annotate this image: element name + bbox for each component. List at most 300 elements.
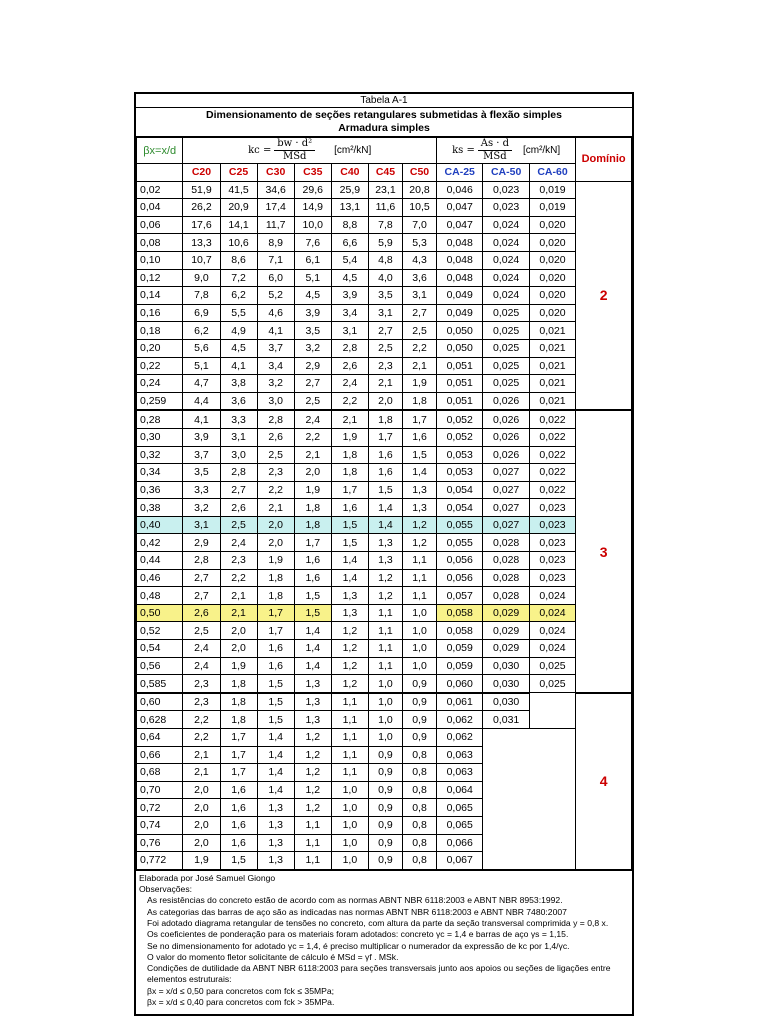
beta-cell: 0,54 (137, 640, 183, 658)
kc-cell: 1,7 (294, 534, 331, 552)
kc-formula (183, 138, 437, 164)
kc-cell: 1,0 (402, 657, 436, 675)
kc-cell: 41,5 (220, 181, 257, 199)
kc-cell: 2,3 (368, 357, 402, 375)
beta-cell: 0,34 (137, 464, 183, 482)
ks-cell: 0,026 (483, 392, 529, 410)
ks-cell: 0,049 (437, 287, 483, 305)
kc-cell: 2,5 (402, 322, 436, 340)
kc-fraction (274, 138, 315, 163)
kc-cell: 5,1 (183, 357, 220, 375)
kc-cell: 1,6 (294, 552, 331, 570)
kc-cell: 1,8 (294, 499, 331, 517)
kc-cell: 1,6 (402, 428, 436, 446)
kc-cell: 0,9 (368, 816, 402, 834)
table-row (137, 604, 632, 622)
kc-cell: 1,1 (402, 569, 436, 587)
kc-cell: 1,3 (402, 481, 436, 499)
kc-cell: 2,0 (257, 534, 294, 552)
domain-label: 2 (576, 181, 632, 410)
kc-cell: 1,5 (257, 693, 294, 711)
ks-cell: 0,023 (483, 199, 529, 217)
kc-cell: 0,9 (368, 799, 402, 817)
domain-label: 3 (576, 410, 632, 693)
kc-cell: 1,7 (220, 746, 257, 764)
kc-cell: 1,2 (368, 569, 402, 587)
note-item: As categorias das barras de aço são as indicadas nas normas ABNT NBR 6118:2003 e ABNT NBR 7480:2007 (147, 906, 567, 917)
ks-cell: 0,024 (483, 269, 529, 287)
table-row (137, 834, 632, 852)
kc-cell: 2,7 (183, 569, 220, 587)
ks-cell: 0,054 (437, 481, 483, 499)
kc-cell: 2,1 (368, 375, 402, 393)
ks-cell: 0,051 (437, 357, 483, 375)
note-item: O valor do momento fletor solicitante de cálculo é MSd = γf . MSk. (147, 951, 399, 962)
table-row (137, 675, 632, 693)
table-row (137, 234, 632, 252)
kc-cell: 1,0 (331, 816, 368, 834)
kc-denominator: MSd (282, 151, 307, 162)
ks-cell: 0,021 (529, 392, 575, 410)
kc-cell: 1,5 (294, 604, 331, 622)
kc-cell: 4,7 (183, 375, 220, 393)
ks-cell: 0,031 (483, 711, 529, 729)
ks-cell: 0,019 (529, 199, 575, 217)
kc-cell: 8,8 (331, 216, 368, 234)
kc-numerator: bw · d² (274, 138, 315, 151)
kc-cell: 2,8 (257, 410, 294, 428)
table-row (137, 622, 632, 640)
kc-cell: 13,3 (183, 234, 220, 252)
table-row (137, 499, 632, 517)
beta-cell: 0,14 (137, 287, 183, 305)
beta-cell: 0,02 (137, 181, 183, 199)
ks-cell: 0,065 (437, 799, 483, 817)
concrete-class: C25 (220, 164, 257, 182)
note-item: Condições de dutilidade da ABNT NBR 6118:2003 para seções transversais junto aos apoios ou seções de ligações entre elementos estruturais: (147, 963, 611, 985)
kc-cell: 1,6 (220, 816, 257, 834)
kc-cell: 5,3 (402, 234, 436, 252)
kc-cell: 1,7 (257, 604, 294, 622)
kc-cell: 1,4 (257, 729, 294, 747)
note-item: As resistências do concreto estão de acordo com as normas ABNT NBR 6118:2003 e ABNT NBR 8953:1992. (147, 895, 563, 906)
ks-cell: 0,064 (437, 781, 483, 799)
kc-cell: 7,0 (402, 216, 436, 234)
table-row (137, 587, 632, 605)
table-row (137, 322, 632, 340)
empty-cell (483, 746, 529, 764)
table-row (137, 287, 632, 305)
ks-denominator: MSd (483, 151, 507, 162)
kc-cell: 1,8 (257, 587, 294, 605)
kc-cell: 6,0 (257, 269, 294, 287)
class-row (137, 164, 632, 182)
kc-cell: 3,7 (257, 339, 294, 357)
kc-cell: 3,0 (220, 446, 257, 464)
kc-cell: 1,9 (220, 657, 257, 675)
ks-cell: 0,023 (529, 552, 575, 570)
kc-cell: 4,1 (220, 357, 257, 375)
kc-cell: 1,9 (402, 375, 436, 393)
ks-cell: 0,026 (483, 446, 529, 464)
kc-cell: 2,5 (257, 446, 294, 464)
table-row (137, 357, 632, 375)
table-row (137, 199, 632, 217)
ks-cell: 0,027 (483, 516, 529, 534)
kc-cell: 4,4 (183, 392, 220, 410)
kc-cell: 1,8 (220, 711, 257, 729)
kc-cell: 1,3 (257, 834, 294, 852)
empty-cell (529, 799, 575, 817)
kc-cell: 2,6 (220, 499, 257, 517)
kc-cell: 2,8 (183, 552, 220, 570)
kc-cell: 2,6 (331, 357, 368, 375)
kc-cell: 0,9 (368, 852, 402, 870)
kc-cell: 1,6 (220, 834, 257, 852)
ks-cell: 0,050 (437, 322, 483, 340)
beta-cell: 0,16 (137, 304, 183, 322)
heading-line-2: Armadura simples (338, 122, 430, 134)
steel-class: CA-60 (529, 164, 575, 182)
kc-cell: 1,1 (331, 693, 368, 711)
kc-cell: 2,1 (220, 604, 257, 622)
kc-cell: 1,4 (402, 464, 436, 482)
kc-cell: 2,7 (220, 481, 257, 499)
ks-cell: 0,055 (437, 516, 483, 534)
kc-cell: 1,7 (220, 729, 257, 747)
kc-cell: 1,0 (402, 622, 436, 640)
kc-cell: 1,0 (368, 729, 402, 747)
kc-cell: 1,4 (294, 640, 331, 658)
kc-cell: 2,6 (183, 604, 220, 622)
ks-cell: 0,028 (483, 552, 529, 570)
kc-cell: 1,1 (368, 640, 402, 658)
table-row (137, 781, 632, 799)
kc-cell: 0,9 (368, 781, 402, 799)
kc-cell: 1,4 (368, 499, 402, 517)
kc-cell: 7,2 (220, 269, 257, 287)
kc-unit: [cm²/kN] (334, 144, 372, 156)
ks-cell: 0,022 (529, 481, 575, 499)
beta-cell: 0,48 (137, 587, 183, 605)
table-row (137, 729, 632, 747)
kc-cell: 1,0 (402, 640, 436, 658)
ks-cell: 0,052 (437, 410, 483, 428)
kc-cell: 1,3 (257, 816, 294, 834)
ks-cell: 0,025 (483, 339, 529, 357)
ks-cell: 0,029 (483, 622, 529, 640)
kc-cell: 1,4 (257, 764, 294, 782)
ks-cell: 0,025 (529, 657, 575, 675)
ks-cell: 0,020 (529, 216, 575, 234)
kc-cell: 2,5 (220, 516, 257, 534)
kc-cell: 0,9 (402, 675, 436, 693)
ks-numerator: As · d (478, 138, 512, 151)
ks-cell: 0,024 (529, 604, 575, 622)
author-line: Elaborada por José Samuel Giongo (139, 872, 276, 883)
kc-cell: 3,6 (220, 392, 257, 410)
table-row (137, 516, 632, 534)
table-row (137, 799, 632, 817)
kc-cell: 7,1 (257, 251, 294, 269)
kc-cell: 3,6 (402, 269, 436, 287)
table-row (137, 552, 632, 570)
empty-cell (529, 729, 575, 747)
concrete-class: C45 (368, 164, 402, 182)
ks-cell: 0,059 (437, 657, 483, 675)
ks-cell: 0,022 (529, 428, 575, 446)
ks-lhs: ks = (452, 145, 475, 157)
kc-cell: 1,3 (294, 711, 331, 729)
kc-cell: 2,2 (257, 481, 294, 499)
ks-cell: 0,020 (529, 304, 575, 322)
ks-cell: 0,051 (437, 392, 483, 410)
table-row (137, 181, 632, 199)
kc-cell: 3,2 (294, 339, 331, 357)
beta-cell: 0,36 (137, 481, 183, 499)
kc-cell: 7,6 (294, 234, 331, 252)
kc-cell: 1,2 (331, 657, 368, 675)
ks-cell: 0,027 (483, 481, 529, 499)
steel-class: CA-50 (483, 164, 529, 182)
kc-cell: 7,8 (368, 216, 402, 234)
kc-cell: 1,7 (220, 764, 257, 782)
kc-cell: 2,0 (183, 799, 220, 817)
note-item: Se no dimensionamento for adotado γc = 1,4, é preciso multiplicar o numerador da expressão de kc por 1,4/γc. (147, 940, 570, 951)
kc-cell: 1,6 (368, 464, 402, 482)
kc-cell: 34,6 (257, 181, 294, 199)
kc-cell: 1,9 (257, 552, 294, 570)
table-row (137, 375, 632, 393)
kc-cell: 4,1 (183, 410, 220, 428)
empty-cell (483, 816, 529, 834)
concrete-class: C20 (183, 164, 220, 182)
kc-cell: 1,6 (368, 446, 402, 464)
kc-cell: 2,0 (220, 622, 257, 640)
beta-cell: 0,20 (137, 339, 183, 357)
ks-cell: 0,048 (437, 251, 483, 269)
kc-cell: 2,8 (331, 339, 368, 357)
ks-cell: 0,047 (437, 216, 483, 234)
kc-cell: 1,5 (368, 481, 402, 499)
kc-cell: 1,5 (331, 534, 368, 552)
kc-cell: 2,1 (183, 764, 220, 782)
table-row (137, 657, 632, 675)
beta-cell: 0,70 (137, 781, 183, 799)
kc-cell: 3,1 (402, 287, 436, 305)
kc-cell: 9,0 (183, 269, 220, 287)
kc-cell: 20,9 (220, 199, 257, 217)
beta-cell: 0,30 (137, 428, 183, 446)
kc-cell: 1,2 (294, 781, 331, 799)
kc-cell: 1,3 (257, 799, 294, 817)
kc-cell: 0,9 (402, 693, 436, 711)
ks-cell: 0,051 (437, 375, 483, 393)
kc-cell: 1,2 (331, 622, 368, 640)
kc-cell: 0,8 (402, 764, 436, 782)
empty-cell (529, 834, 575, 852)
heading-line-1: Dimensionamento de seções retangulares submetidas à flexão simples (206, 109, 562, 121)
kc-cell: 2,4 (183, 657, 220, 675)
beta-cell: 0,68 (137, 764, 183, 782)
kc-cell: 2,4 (183, 640, 220, 658)
ks-cell: 0,025 (483, 304, 529, 322)
kc-cell: 8,9 (257, 234, 294, 252)
kc-cell: 2,2 (183, 729, 220, 747)
kc-cell: 10,5 (402, 199, 436, 217)
kc-cell: 4,5 (294, 287, 331, 305)
table-row (137, 816, 632, 834)
kc-cell: 4,8 (368, 251, 402, 269)
empty-cell (529, 693, 575, 711)
kc-cell: 2,3 (220, 552, 257, 570)
beta-cell: 0,18 (137, 322, 183, 340)
formula-row (137, 138, 632, 164)
kc-cell: 25,9 (331, 181, 368, 199)
beta-cell: 0,66 (137, 746, 183, 764)
note-item: Os coeficientes de ponderação para os materiais foram adotados: concreto γc = 1,4 e barras de aço γs = 1,15. (147, 929, 569, 940)
ks-cell: 0,053 (437, 464, 483, 482)
kc-cell: 1,0 (368, 711, 402, 729)
kc-cell: 1,3 (294, 675, 331, 693)
kc-cell: 1,1 (294, 834, 331, 852)
kc-cell: 1,8 (402, 392, 436, 410)
beta-cell: 0,24 (137, 375, 183, 393)
kc-cell: 3,4 (257, 357, 294, 375)
beta-cell: 0,72 (137, 799, 183, 817)
table-title: Tabela A-1 (136, 94, 632, 108)
ks-cell: 0,024 (529, 587, 575, 605)
ks-cell: 0,020 (529, 287, 575, 305)
kc-cell: 1,4 (294, 622, 331, 640)
ks-cell: 0,046 (437, 181, 483, 199)
ks-cell: 0,062 (437, 729, 483, 747)
kc-cell: 1,3 (257, 852, 294, 870)
kc-cell: 2,3 (183, 675, 220, 693)
kc-cell: 2,3 (257, 464, 294, 482)
empty-cell (529, 746, 575, 764)
kc-cell: 1,9 (294, 481, 331, 499)
kc-cell: 1,1 (368, 622, 402, 640)
table-row (137, 481, 632, 499)
kc-cell: 4,5 (331, 269, 368, 287)
ks-cell: 0,067 (437, 852, 483, 870)
kc-cell: 1,0 (331, 852, 368, 870)
ks-cell: 0,024 (483, 216, 529, 234)
ks-cell: 0,047 (437, 199, 483, 217)
ks-cell: 0,023 (529, 569, 575, 587)
ks-cell: 0,024 (483, 234, 529, 252)
table-row (137, 852, 632, 870)
kc-cell: 3,3 (183, 481, 220, 499)
concrete-class: C50 (402, 164, 436, 182)
table-row (137, 216, 632, 234)
table-row (137, 446, 632, 464)
kc-cell: 3,0 (257, 392, 294, 410)
ks-cell: 0,066 (437, 834, 483, 852)
kc-cell: 1,3 (331, 604, 368, 622)
kc-cell: 1,3 (368, 534, 402, 552)
kc-cell: 1,5 (257, 711, 294, 729)
table-row (137, 746, 632, 764)
ks-cell: 0,058 (437, 604, 483, 622)
ks-cell: 0,063 (437, 746, 483, 764)
kc-cell: 1,6 (220, 781, 257, 799)
ks-cell: 0,065 (437, 816, 483, 834)
kc-cell: 1,0 (368, 693, 402, 711)
ks-cell: 0,025 (483, 357, 529, 375)
note-item: βx = x/d ≤ 0,50 para concretos com fck ≤ 35MPa; (147, 985, 335, 996)
table-document (134, 92, 634, 1016)
ks-cell: 0,022 (529, 464, 575, 482)
kc-cell: 3,5 (368, 287, 402, 305)
kc-cell: 1,3 (402, 499, 436, 517)
beta-cell: 0,74 (137, 816, 183, 834)
kc-cell: 2,0 (368, 392, 402, 410)
ks-cell: 0,023 (529, 516, 575, 534)
kc-cell: 5,9 (368, 234, 402, 252)
table-body (137, 181, 632, 869)
ks-cell: 0,061 (437, 693, 483, 711)
ks-cell: 0,025 (483, 322, 529, 340)
kc-cell: 2,0 (220, 640, 257, 658)
kc-cell: 6,9 (183, 304, 220, 322)
ks-cell: 0,028 (483, 569, 529, 587)
concrete-class: C35 (294, 164, 331, 182)
ks-cell: 0,026 (483, 428, 529, 446)
table-row (137, 693, 632, 711)
ks-cell: 0,021 (529, 322, 575, 340)
domain-header: Domínio (576, 138, 632, 182)
ks-cell: 0,060 (437, 675, 483, 693)
kc-cell: 1,4 (294, 657, 331, 675)
kc-cell: 2,2 (402, 339, 436, 357)
kc-cell: 0,9 (368, 746, 402, 764)
ks-cell: 0,048 (437, 234, 483, 252)
kc-cell: 3,5 (294, 322, 331, 340)
beta-cell: 0,32 (137, 446, 183, 464)
kc-cell: 1,2 (368, 587, 402, 605)
table-row (137, 251, 632, 269)
beta-cell: 0,10 (137, 251, 183, 269)
kc-cell: 1,0 (368, 675, 402, 693)
beta-cell: 0,52 (137, 622, 183, 640)
kc-cell: 5,6 (183, 339, 220, 357)
kc-cell: 0,9 (368, 764, 402, 782)
kc-cell: 1,1 (331, 746, 368, 764)
kc-cell: 1,6 (220, 799, 257, 817)
ks-cell: 0,030 (483, 657, 529, 675)
kc-cell: 3,1 (368, 304, 402, 322)
table-row (137, 339, 632, 357)
table-row (137, 640, 632, 658)
kc-cell: 1,5 (294, 587, 331, 605)
kc-cell: 2,9 (294, 357, 331, 375)
ks-cell: 0,029 (483, 604, 529, 622)
kc-cell: 1,2 (294, 764, 331, 782)
empty-cell (529, 852, 575, 870)
kc-cell: 1,1 (331, 711, 368, 729)
table-row (137, 428, 632, 446)
kc-cell: 1,5 (257, 675, 294, 693)
kc-cell: 2,0 (257, 516, 294, 534)
kc-cell: 4,9 (220, 322, 257, 340)
table-row (137, 711, 632, 729)
ks-cell: 0,023 (529, 499, 575, 517)
kc-cell: 1,6 (294, 569, 331, 587)
kc-cell: 0,8 (402, 852, 436, 870)
kc-cell: 0,8 (402, 816, 436, 834)
